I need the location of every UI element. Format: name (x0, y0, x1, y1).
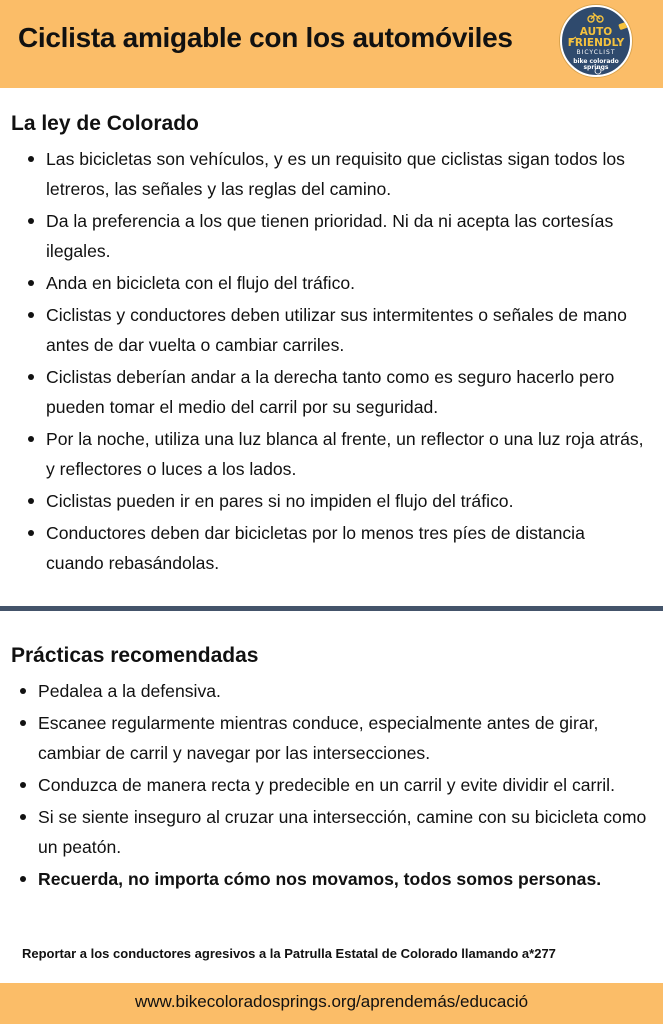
list-item (46, 206, 646, 266)
list-item (46, 268, 646, 298)
law-section-title: La ley de Colorado (11, 112, 199, 135)
list-item (46, 486, 646, 516)
bicycle-icon (588, 13, 603, 22)
auto-friendly-bicyclist-logo (560, 5, 632, 77)
bullet-icon (20, 782, 26, 788)
practices-section-title: Prácticas recomendadas (11, 644, 259, 667)
list-item-text: Ciclistas pueden ir en pares si no impiden el flujo del tráfico. (46, 491, 514, 511)
list-item-text: Conductores deben dar bicicletas por lo menos tres píes de distancia cuando rebasándolas. (46, 523, 585, 573)
section-divider (0, 606, 663, 611)
list-item-text: Recuerda, no importa cómo nos movamos, todos somos personas. (38, 869, 602, 889)
list-item (46, 300, 646, 360)
practices-list (38, 676, 648, 896)
bullet-icon (28, 436, 34, 442)
list-item (46, 144, 646, 204)
bullet-icon (20, 814, 26, 820)
list-item (38, 802, 648, 862)
bullet-icon (28, 498, 34, 504)
bullet-icon (28, 312, 34, 318)
list-item-text: Ciclistas deberían andar a la derecha tanto como es seguro hacerlo pero pueden tomar el medio del carril por su seguridad. (46, 367, 615, 417)
bullet-icon (20, 876, 26, 882)
list-item-text: Da la preferencia a los que tienen prioridad. Ni da ni acepta las cortesías ilegales. (46, 211, 614, 261)
logo-text-friendly: FRIENDLY (567, 37, 625, 49)
logo-text-auto: AUTO (579, 26, 613, 38)
list-item (46, 424, 646, 484)
bullet-icon (28, 156, 34, 162)
list-item-text: Anda en bicicleta con el flujo del tráfico. (46, 273, 356, 293)
list-item (38, 770, 648, 800)
list-item-text: Si se siente inseguro al cruzar una intersección, camine con su bicicleta como un peatón. (38, 807, 647, 857)
list-item-emphasis (38, 864, 648, 894)
bullet-icon (28, 280, 34, 286)
list-item-text: Las bicicletas son vehículos, y es un requisito que ciclistas sigan todos los letreros, las señales y las reglas del camino. (46, 149, 625, 199)
list-item (38, 708, 648, 768)
list-item-text: Conduzca de manera recta y predecible en un carril y evite dividir el carril. (38, 775, 615, 795)
logo-text-bicyclist: BICYCLIST (576, 49, 616, 56)
page-title: Ciclista amigable con los automóviles (18, 22, 513, 53)
list-item-text: Por la noche, utiliza una luz blanca al frente, un reflector o una luz roja atrás, y reflectores o luces a los lados. (46, 429, 644, 479)
bullet-icon (28, 218, 34, 224)
law-list (46, 144, 646, 580)
bullet-icon (20, 720, 26, 726)
list-item (38, 676, 648, 706)
bullet-icon (28, 530, 34, 536)
logo-text-bike: bike colorado springs (573, 58, 619, 71)
bullet-icon (20, 688, 26, 694)
header-banner (0, 0, 663, 88)
list-item-text: Escanee regularmente mientras conduce, especialmente antes de girar, cambiar de carril y navegar por las intersecciones. (38, 713, 599, 763)
footer-banner (0, 983, 663, 1024)
website-link[interactable]: www.bikecoloradosprings.org/aprendemás/educació (134, 992, 529, 1011)
list-item-text: Pedalea a la defensiva. (38, 681, 221, 701)
list-item (46, 518, 646, 578)
report-note: Reportar a los conductores agresivos a la Patrulla Estatal de Colorado llamando a*277 (22, 946, 556, 961)
list-item-text: Ciclistas y conductores deben utilizar sus intermitentes o señales de mano antes de dar vuelta o cambiar carriles. (46, 305, 627, 355)
list-item (46, 362, 646, 422)
bullet-icon (28, 374, 34, 380)
